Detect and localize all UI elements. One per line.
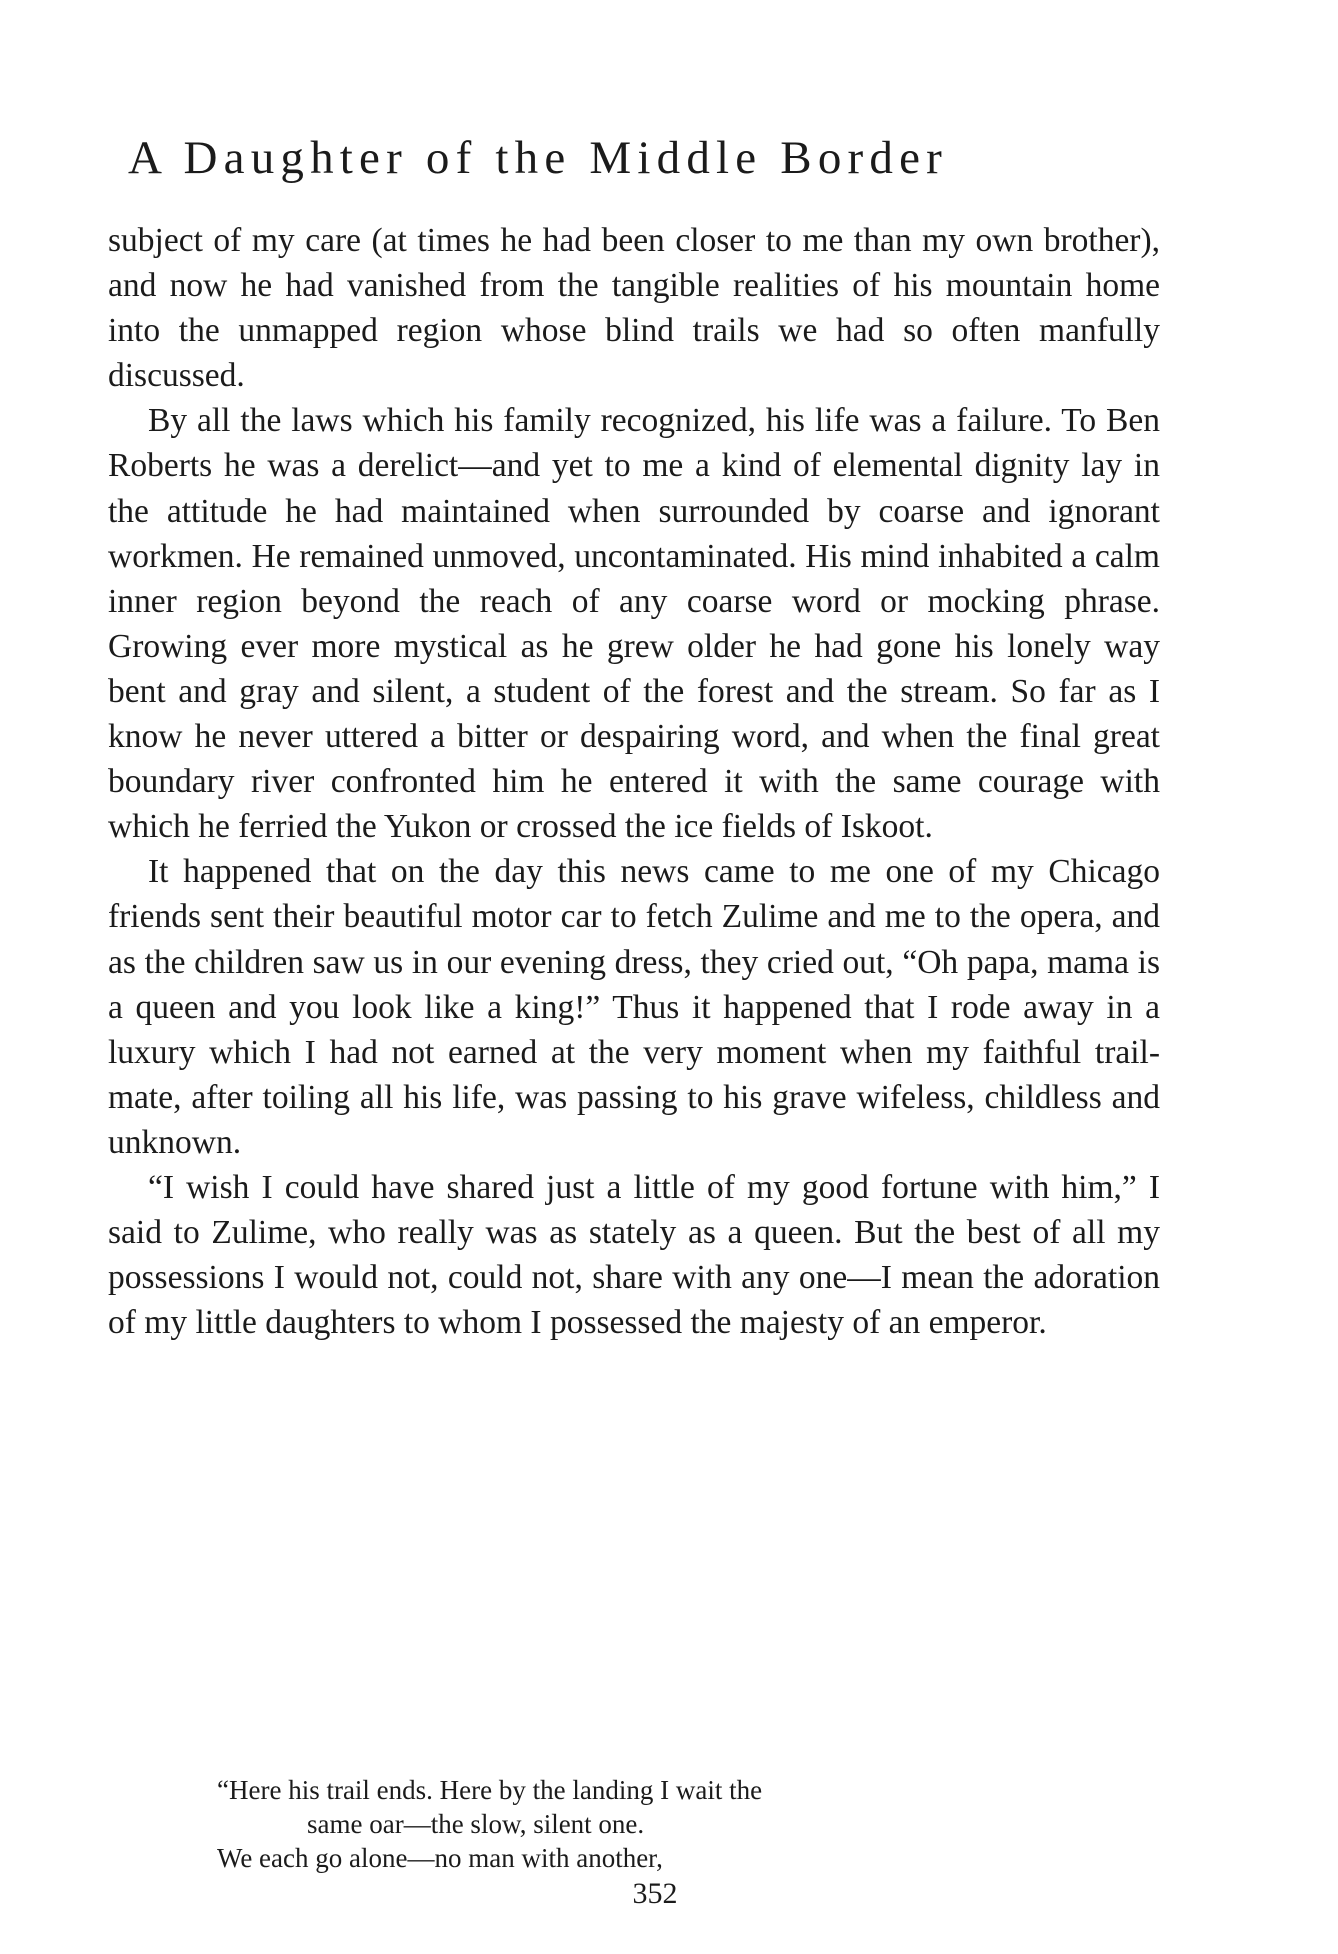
poem-line-3: We each go alone—no man with another, — [217, 1843, 663, 1873]
running-head: A Daughter of the Middle Border — [128, 132, 949, 184]
paragraph-4: “I wish I could have shared just a little of my good fortune with him,” I said to Zulime, who really was as stately as a queen. But the best of all my possessions I would not, could not, share with any one—I mean the adoration of my little daughters to whom I possessed the majesty of an emperor. — [108, 1168, 1160, 1342]
page-number: 352 — [632, 1877, 678, 1910]
poem-line-1: “Here his trail ends. Here by the landing I wait the — [217, 1775, 763, 1805]
poem-line-2: same oar—the slow, silent one. — [307, 1809, 645, 1839]
paragraph-1: subject of my care (at times he had been closer to me than my own brother), and now he had vanished from the tangible realities of his mountain home into the unmapped region whose blind trails we had so often manfully discussed. — [108, 222, 1160, 395]
page-number-container — [0, 1874, 1338, 1914]
paragraph-3: It happened that on the day this news came to me one of my Chicago friends sent their beautiful motor car to fetch Zulime and me to the opera, and as the children saw us in our evening dress, they cried out, “Oh papa, mama is a queen and you look like a king!” Thus it happened that I rode away in a luxury which I had not earned at the very moment when my faithful trail-mate, after toiling all his life, was passing to his grave wifeless, childless and unknown. — [108, 853, 1160, 1161]
paragraph-2: By all the laws which his family recognized, his life was a failure. To Ben Roberts he was a derelict—and yet to me a kind of elemental dignity lay in the attitude he had maintained when surrounded by coarse and ignorant workmen. He remained unmoved, uncontaminated. His mind inhabited a calm inner region beyond the reach of any coarse word or mocking phrase. Growing ever more mystical as he grew older he had gone his lonely way bent and gray and silent, a student of the forest and the stream. So far as I know he never uttered a bitter or despairing word, and when the final great boundary river confronted him he entered it with the same courage with which he ferried the Yukon or crossed the ice fields of Iskoot. — [108, 402, 1160, 846]
poem-quote — [217, 1773, 1117, 1875]
body-text — [108, 218, 1160, 1345]
